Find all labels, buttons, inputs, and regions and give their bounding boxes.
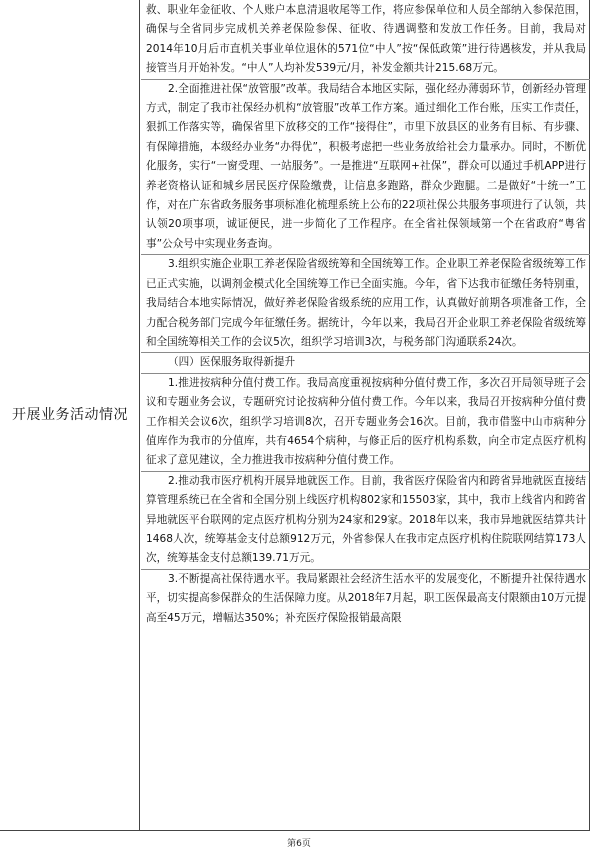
page-number: 第6页 bbox=[287, 839, 311, 849]
paragraph-benefit-level: 3.不断提高社保待遇水平。我局紧跟社会经济生活水平的发展变化，不断提升社保待遇水平，切实提高参保群众的生活保障力度。从2018年7月起，职工医保最高支付限额由10万元提高至45万元，增幅达350%；补充医疗保险报销最高限 bbox=[146, 572, 586, 624]
paragraph-retirement-treatment: 救、职业年金征收、个人账户本息清退收尾等工作，将应参保单位和人员全部纳入参保范围，确保与全省同步完成机关养老保险参保、征收、待遇调整和发放工作任务。目前，我局对2014年10月后市直机关事业单位退休的571位“中人”按“保低政策”进行待遇核发，并从我局接管当月开始补发。“中人”人均补发539元/月，补发金额共计215.68万元。 bbox=[141, 0, 590, 80]
paragraph-disease-scoring: 1.推进按病种分值付费工作。我局高度重视按病种分值付费工作，多次召开局领导班子会议和专题业务会议，专题研究讨论按病种分值付费工作。今年以来，我局召开按病种分值付费工作相关会议6次，组织学习培训8次，召开专题业务会16次。目前，我市借鉴中山市病种分值库作为我市的分值库，共有4654个病种，与修正后的医疗机构系数，向全市定点医疗机构征求了意见建议，全力推进我市按病种分值付费工作。 bbox=[141, 374, 590, 472]
paragraph-pension-coordination: 3.组织实施企业职工养老保险省级统筹和全国统筹工作。企业职工养老保险省级统筹工作已正式实施，以调剂金模式化全国统筹工作已全面实施。今年，省下达我市征缴任务特别重，我局结合本地实际情况，做好养老保险省级系统的应用工作，认真做好前期各项准备工作，全力配合税务部门完成今年征缴任务。据统计，今年以来，我局召开企业职工养老保险省级统筹和全国统筹相关工作的会议5次，组织学习培训3次，与税务部门沟通联系24次。 bbox=[141, 255, 590, 353]
content-cell bbox=[141, 0, 590, 831]
row-label-cell bbox=[0, 0, 140, 831]
section-subheading: （四）医保服务取得新提升 bbox=[141, 353, 590, 373]
paragraph-remote-medical: 2.推动我市医疗机构开展异地就医工作。目前，我省医疗保险省内和跨省异地就医直接结算管理系统已在全省和全国分别上线医疗机构802家和15503家，其中，我市上线省内和跨省异地就医平台联网的定点医疗机构分别为24家和29家。2018年以来，我市异地就医结算共计1468人次，统筹基金支付总额912万元，外省参保人在我市定点医疗机构住院联网结算173人次，统筹基金支付总额139.71万元。 bbox=[141, 472, 590, 570]
paragraph-fangguanfu-reform: 2.全面推进社保“放管服”改革。我局结合本地区实际，强化经办薄弱环节，创新经办管理方式，制定了我市社保经办机构“放管服”改革工作方案。通过细化工作台账，压实工作责任，狠抓工作落实等，确保省里下放移交的工作“接得住”，市里下放县区的业务有目标、有步骤、有保障措施，本级经办业务“办得优”，积极考虑把一些业务放给社会力量承办。同时，不断优化服务，实行“一窗受理、一站服务”。一是推进“互联网+社保”，群众可以通过手机APP进行养老资格认证和城乡居民医疗保险缴费，让信息多跑路，群众少跑腿。二是做好“十统一”工作，对在广东省政务服务事项标准化梳理系统上公布的22项社保公共服务事项进行了认领，共认领20项事项，诚证便民，进一步简化了工作程序。在全省社保领域第一个在省政府“粤省事”公众号中实现业务查询。 bbox=[141, 80, 590, 256]
row-label: 开展业务活动情况 bbox=[12, 407, 128, 423]
